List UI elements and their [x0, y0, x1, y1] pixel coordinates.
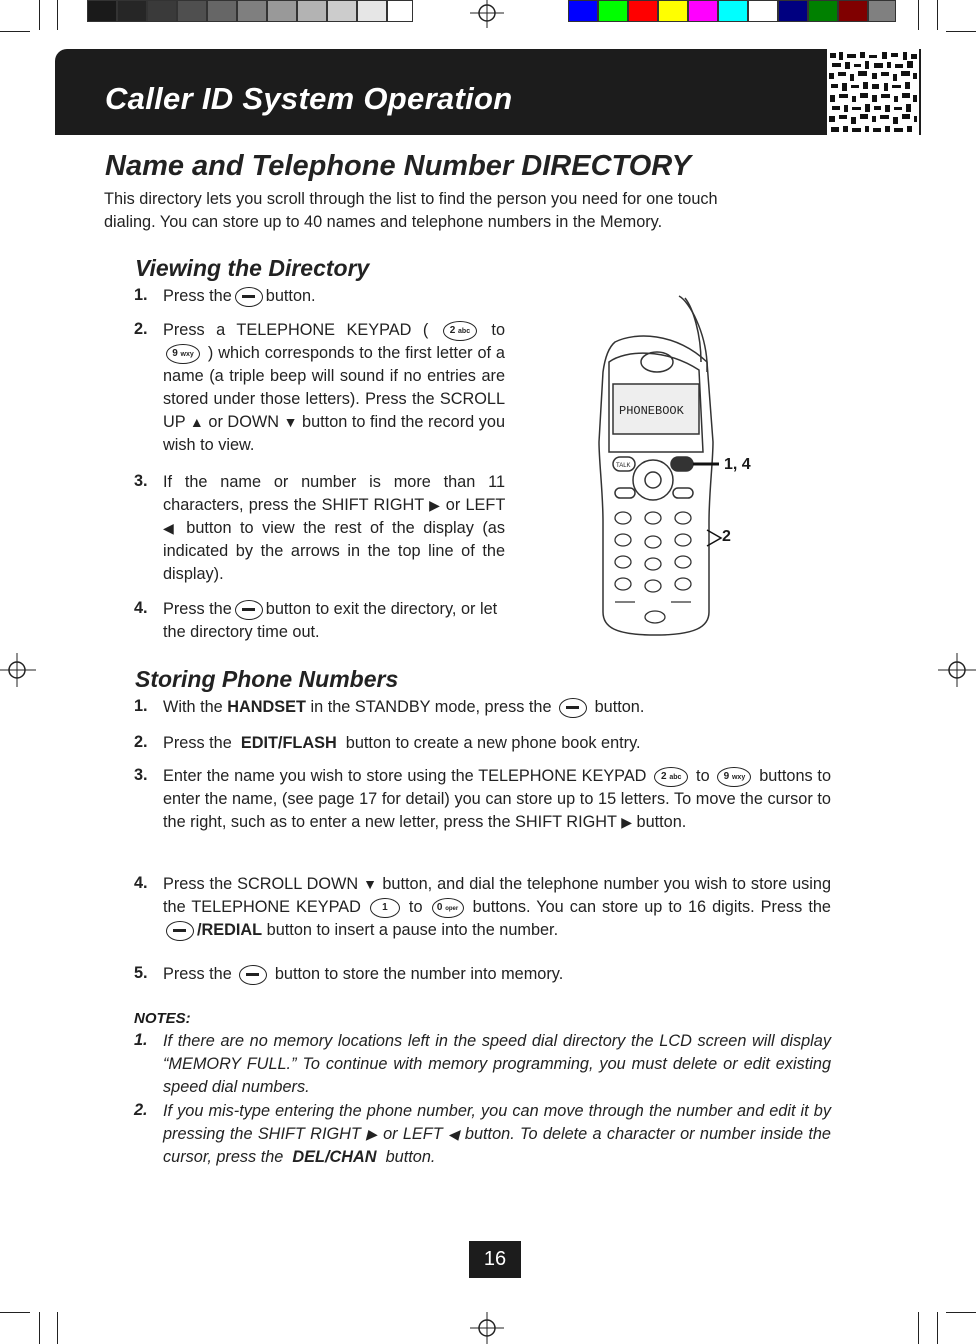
- registration-mark-top: [466, 0, 508, 32]
- note-2: If you mis-type entering the phone number, you can move through the number and edit it by pressing the SHIFT RIGHT ▶ or LEFT ◀ button. To delete a character or number inside the cursor, press the DEL/CHAN button.: [163, 1102, 831, 1166]
- note-1-number: 1.: [134, 1031, 148, 1049]
- registration-mark-right: [936, 650, 976, 690]
- notes-title: NOTES:: [134, 1010, 191, 1027]
- storing-step-1-number: 1.: [134, 697, 148, 715]
- pattern-block: [827, 49, 919, 135]
- key-9-icon: 9 wxy: [166, 344, 200, 364]
- storing-step-4: Press the SCROLL DOWN ▼ button, and dial the telephone number you wish to store using the TELEPHONE KEYPAD 1 to 0 oper buttons. You can store up to 16 digits. Press the /REDIAL button to insert a pause into the number.: [163, 875, 831, 939]
- storing-step-3-number: 3.: [134, 766, 148, 784]
- header-title: Caller ID System Operation: [105, 81, 513, 116]
- color-bar: [568, 0, 896, 22]
- key-2-icon: 2 abc: [654, 767, 688, 787]
- viewing-step-1-number: 1.: [134, 286, 148, 304]
- storing-step-4-number: 4.: [134, 874, 148, 892]
- viewing-step-3: If the name or number is more than 11 characters, press the SHIFT RIGHT ▶ or LEFT ◀ button to view the rest of the display (as indicated by the arrows in the top line of the display).: [163, 473, 505, 583]
- storing-step-5-number: 5.: [134, 964, 148, 982]
- shift-right-icon: ▶: [366, 1126, 378, 1142]
- header-band: [55, 49, 921, 135]
- storing-step-3: Enter the name you wish to store using the TELEPHONE KEYPAD 2 abc to 9 wxy buttons to enter the name, (see page 17 for detail) you can store up to 15 letters. To move the cursor to the right, such as to enter a new letter, press the SHIFT RIGHT ▶ button.: [163, 767, 832, 831]
- note-1: If there are no memory locations left in the speed dial directory the LCD screen will display “MEMORY FULL.” To continue with memory programming, you must delete or edit existing speed dial numbers.: [163, 1032, 831, 1096]
- scroll-down-icon: ▼: [283, 414, 298, 430]
- shift-right-icon: ▶: [621, 814, 632, 830]
- scroll-up-icon: ▲: [189, 414, 204, 430]
- key-9-icon: 9 wxy: [717, 767, 751, 787]
- handset-talk-label: TALK: [616, 463, 631, 469]
- registration-mark-left: [0, 650, 40, 690]
- shift-right-icon: ▶: [429, 497, 441, 513]
- callout-1-4: 1, 4: [724, 456, 751, 473]
- storing-step-5: Press the button to store the number into memory.: [163, 965, 564, 983]
- key-0-icon: 0 oper: [432, 898, 464, 918]
- storing-step-2-number: 2.: [134, 733, 148, 751]
- viewing-step-3-number: 3.: [134, 472, 148, 490]
- viewing-step-4: Press the button to exit the directory, or let the directory time out.: [163, 600, 498, 641]
- redial-key-icon: [166, 921, 194, 941]
- viewing-step-4-number: 4.: [134, 599, 148, 617]
- phonebook-key-icon: [239, 965, 267, 985]
- phonebook-key-icon: [235, 600, 263, 620]
- storing-step-2: Press the EDIT/FLASH button to create a new phone book entry.: [163, 734, 641, 752]
- shift-left-icon: ◀: [163, 520, 178, 536]
- key-2-icon: 2 abc: [443, 321, 477, 341]
- storing-title: Storing Phone Numbers: [135, 666, 399, 692]
- handset-screen-text: PHONEBOOK: [619, 404, 684, 418]
- viewing-step-2: Press a TELEPHONE KEYPAD ( 2 abc to 9 wxy ) which corresponds to the first letter of a name (a triple beep will sound if no entries are stored under those letters). Press the SCROLL UP ▲ or DOWN ▼ button to find the record you wish to view.: [163, 321, 506, 454]
- storing-step-1: With the HANDSET in the STANDBY mode, press the button.: [163, 698, 645, 716]
- key-1-icon: 1: [370, 898, 400, 918]
- phonebook-key-icon: [235, 287, 263, 307]
- scroll-down-icon: ▼: [363, 876, 378, 892]
- page-number: 16: [469, 1241, 521, 1278]
- intro-text: This directory lets you scroll through the list to find the person you need for one touch dialing. You can store up to 40 names and telephone numbers in the Memory.: [104, 190, 718, 231]
- grayscale-bar: [87, 0, 413, 22]
- note-2-number: 2.: [134, 1101, 148, 1119]
- viewing-title: Viewing the Directory: [135, 255, 370, 281]
- shift-left-icon: ◀: [448, 1126, 460, 1142]
- section-title: Name and Telephone Number DIRECTORY: [105, 150, 692, 182]
- viewing-step-1: Press the button.: [163, 287, 316, 305]
- phonebook-key-icon: [559, 698, 587, 718]
- registration-mark-bottom: [466, 1310, 508, 1344]
- viewing-step-2-number: 2.: [134, 320, 148, 338]
- callout-2: 2: [722, 528, 731, 545]
